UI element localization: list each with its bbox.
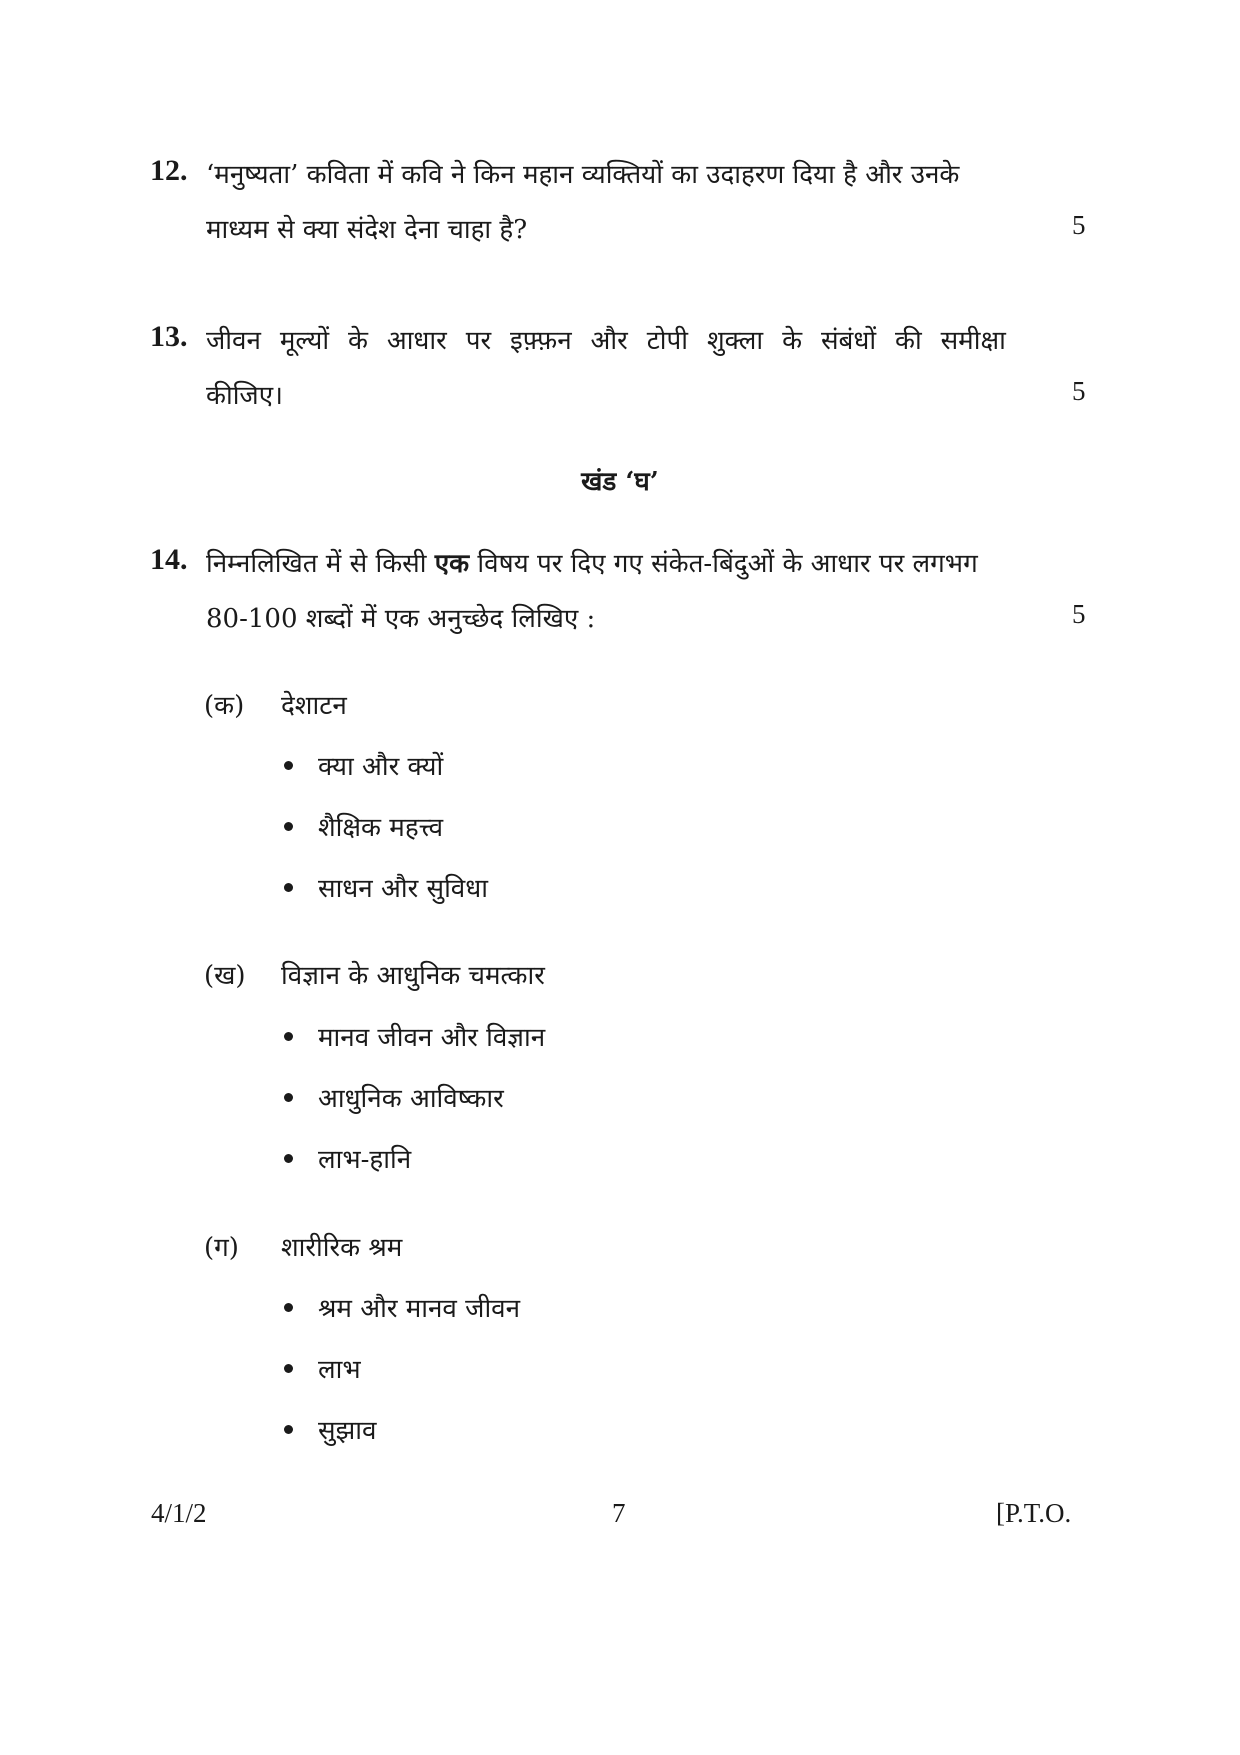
q13-word: शुक्ला <box>706 326 764 356</box>
option-point: लाभ-हानि <box>318 1145 412 1175</box>
question-14-marks: 5 <box>1072 599 1086 629</box>
question-12-line-2: माध्यम से क्या संदेश देना चाहा है? <box>206 215 528 245</box>
option-point: सुझाव <box>318 1416 377 1446</box>
q14-text-pre: निम्नलिखित में से किसी <box>206 549 427 579</box>
q13-word: समीक्षा <box>940 326 1006 356</box>
bullet-icon <box>284 883 293 892</box>
question-12-marks: 5 <box>1072 210 1086 240</box>
question-12-line-1: ‘मनुष्यता’ कविता में कवि ने किन महान व्यक्तियों का उदाहरण दिया है और उनके <box>206 160 960 190</box>
please-turn-over: [P.T.O. <box>996 1498 1072 1528</box>
q13-word: आधार <box>386 326 447 356</box>
option-label: (ग) <box>204 1233 239 1263</box>
section-heading: खंड ‘घ’ <box>581 467 659 497</box>
option-title: शारीरिक श्रम <box>281 1233 403 1263</box>
question-13-line-2: कीजिए। <box>206 381 283 411</box>
q13-word: के <box>782 326 803 356</box>
q13-word: मूल्यों <box>279 326 330 356</box>
bullet-icon <box>284 1364 293 1373</box>
option-point: मानव जीवन और विज्ञान <box>318 1023 546 1053</box>
option-point: लाभ <box>318 1355 361 1385</box>
bullet-icon <box>284 1093 293 1102</box>
question-14-line-1 <box>206 544 1006 580</box>
question-13-marks: 5 <box>1072 376 1086 406</box>
page-number: 7 <box>612 1498 626 1528</box>
option-point: साधन और सुविधा <box>318 874 488 904</box>
option-label: (ख) <box>204 961 246 991</box>
q14-emphasis: एक <box>434 549 470 579</box>
option-point: आधुनिक आविष्कार <box>318 1084 504 1114</box>
question-14-number: 14. <box>150 543 188 576</box>
question-12-number: 12. <box>150 154 188 187</box>
q13-word: और <box>590 326 628 356</box>
option-label: (क) <box>204 691 245 721</box>
question-13-line-1 <box>206 321 1006 357</box>
option-title: विज्ञान के आधुनिक चमत्कार <box>281 961 545 991</box>
option-point: श्रम और मानव जीवन <box>318 1294 521 1324</box>
q13-word: की <box>895 326 922 356</box>
q13-word: टोपी <box>646 326 689 356</box>
q13-word: जीवन <box>206 326 261 356</box>
q13-word: इफ़्फ़न <box>510 326 572 356</box>
bullet-icon <box>284 761 293 770</box>
bullet-icon <box>284 1425 293 1434</box>
bullet-icon <box>284 1303 293 1312</box>
bullet-icon <box>284 1154 293 1163</box>
q13-word: पर <box>465 326 492 356</box>
option-point: शैक्षिक महत्त्व <box>318 813 444 843</box>
option-point: क्या और क्यों <box>318 752 444 782</box>
q13-word: संबंधों <box>820 326 877 356</box>
q14-text-post: विषय पर दिए गए संकेत-बिंदुओं के आधार पर लगभग <box>477 549 978 579</box>
question-13-number: 13. <box>150 320 188 353</box>
q13-word: के <box>347 326 368 356</box>
paper-code: 4/1/2 <box>151 1498 207 1528</box>
question-14-line-2: 80-100 शब्दों में एक अनुच्छेद लिखिए : <box>206 604 596 634</box>
bullet-icon <box>284 822 293 831</box>
bullet-icon <box>284 1032 293 1041</box>
option-title: देशाटन <box>281 691 347 721</box>
